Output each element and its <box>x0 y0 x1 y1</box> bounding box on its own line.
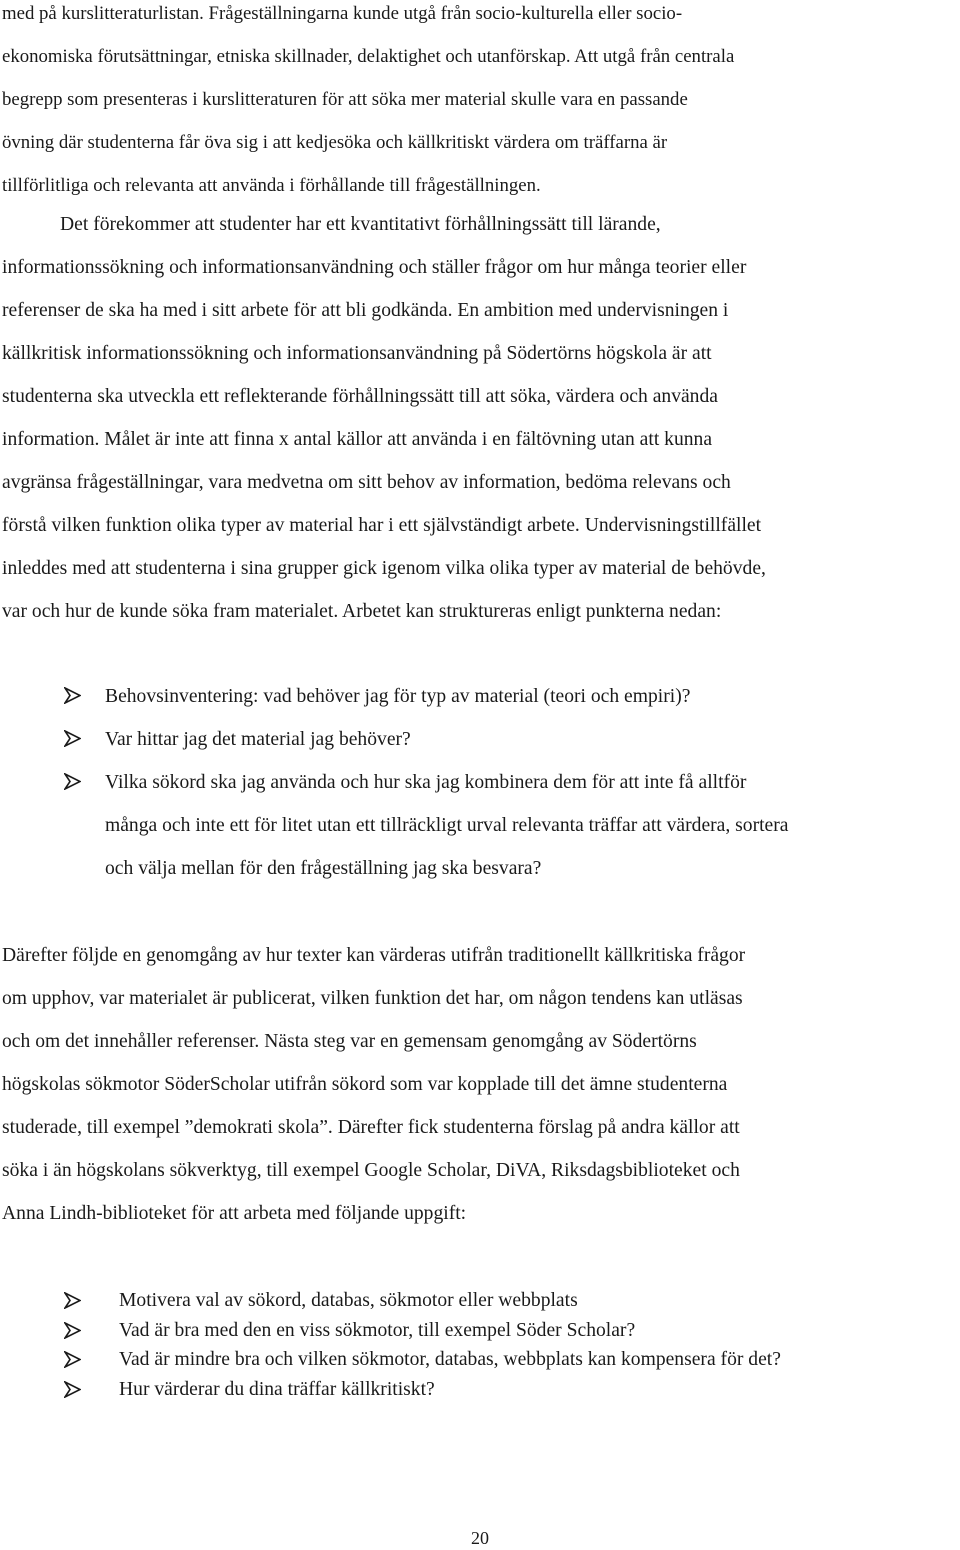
text-line: studenterna ska utveckla ett reflekterande förhållningssätt till att söka, värdera och använda <box>2 386 718 407</box>
text-line: källkritisk informationssökning och informationsanvändning på Södertörns högskola är att <box>2 343 712 364</box>
bullet-list-1 <box>2 675 960 890</box>
text-line: ekonomiska förutsättningar, etniska skillnader, delaktighet och utanförskap. Att utgå från centrala <box>2 46 735 67</box>
text-line: övning där studenterna får öva sig i att kedjesöka och källkritiskt värdera om träffarna är <box>2 132 668 153</box>
body-paragraph-2 <box>2 203 960 633</box>
arrow-bullet-icon <box>64 773 81 790</box>
list-item-text: många och inte ett för litet utan ett tillräckligt urval relevanta träffar att värdera, sortera <box>105 815 789 836</box>
text-line: Det förekommer att studenter har ett kvantitativt förhållningssätt till lärande, <box>60 214 661 235</box>
arrow-bullet-icon <box>64 1381 81 1398</box>
text-line: om upphov, var materialet är publicerat, vilken funktion det har, om någon tendens kan utläsas <box>2 988 743 1009</box>
list-item <box>2 761 960 890</box>
list-item <box>2 1345 960 1375</box>
text-line: tillförlitliga och relevanta att använda i förhållande till frågeställningen. <box>2 175 541 196</box>
arrow-bullet-icon <box>64 1292 81 1309</box>
text-line: högskolas sökmotor SöderScholar utifrån sökord som var kopplade till det ämne studenterna <box>2 1074 728 1095</box>
list-item <box>2 718 960 761</box>
text-line: var och hur de kunde söka fram materialet. Arbetet kan struktureras enligt punkterna nedan: <box>2 601 722 622</box>
text-line: begrepp som presenteras i kurslitteraturen för att söka mer material skulle vara en passande <box>2 89 688 110</box>
list-item <box>2 1286 960 1316</box>
list-item-text: Vad är bra med den en viss sökmotor, till exempel Söder Scholar? <box>119 1319 636 1341</box>
text-line: studerade, till exempel ”demokrati skola”. Därefter fick studenterna förslag på andra källor att <box>2 1117 740 1138</box>
text-line: referenser de ska ha med i sitt arbete för att bli godkända. En ambition med undervisningen i <box>2 300 729 321</box>
text-line: och om det innehåller referenser. Nästa steg var en gemensam genomgång av Södertörns <box>2 1031 697 1052</box>
list-item-text: Vad är mindre bra och vilken sökmotor, databas, webbplats kan kompensera för det? <box>119 1349 781 1370</box>
bullet-list-2 <box>2 1286 960 1404</box>
arrow-bullet-icon <box>64 687 81 704</box>
text-line: Anna Lindh-biblioteket för att arbeta med följande uppgift: <box>2 1203 467 1224</box>
list-item-text: Hur värderar du dina träffar källkritiskt? <box>119 1378 435 1400</box>
list-item-text: Vilka sökord ska jag använda och hur ska jag kombinera dem för att inte få alltför <box>105 772 747 793</box>
text-line: förstå vilken funktion olika typer av material har i ett självständigt arbete. Undervisningstillfället <box>2 515 762 536</box>
list-item-text: Motivera val av sökord, databas, sökmotor eller webbplats <box>119 1290 578 1311</box>
intro-paragraph <box>2 0 960 207</box>
arrow-bullet-icon <box>64 1322 81 1339</box>
list-item-text: Var hittar jag det material jag behöver? <box>105 729 411 750</box>
text-line: informationssökning och informationsanvändning och ställer frågor om hur många teorier eller <box>2 257 747 278</box>
arrow-bullet-icon <box>64 730 81 747</box>
body-paragraph-3 <box>2 934 960 1235</box>
list-item-text: och välja mellan för den frågeställning jag ska besvara? <box>105 858 542 879</box>
text-line: inleddes med att studenterna i sina grupper gick igenom vilka olika typer av material de behövde, <box>2 558 766 579</box>
text-line: avgränsa frågeställningar, vara medvetna om sitt behov av information, bedöma relevans och <box>2 472 731 493</box>
text-line: söka i än högskolans sökverktyg, till exempel Google Scholar, DiVA, Riksdagsbiblioteket och <box>2 1160 740 1181</box>
list-item <box>2 1375 960 1405</box>
arrow-bullet-icon <box>64 1351 81 1368</box>
text-line: med på kurslitteraturlistan. Frågeställningarna kunde utgå från socio-kulturella eller socio- <box>2 3 683 24</box>
list-item <box>2 1316 960 1346</box>
list-item-text: Behovsinventering: vad behöver jag för typ av material (teori och empiri)? <box>105 686 691 707</box>
list-item <box>2 675 960 718</box>
text-line: information. Målet är inte att finna x antal källor att använda i en fältövning utan att kunna <box>2 429 713 450</box>
text-line: Därefter följde en genomgång av hur texter kan värderas utifrån traditionellt källkritiska frågor <box>2 945 746 966</box>
page-number: 20 <box>471 1528 489 1548</box>
